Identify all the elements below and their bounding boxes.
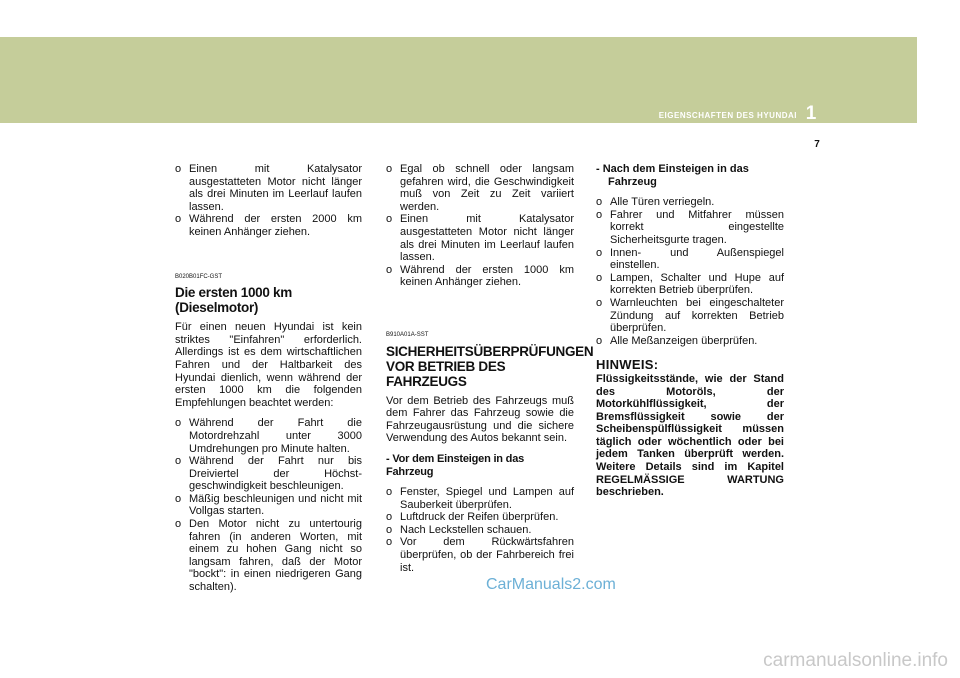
list-item: o Vor dem Rückwärtsfahren überprüfen, ob der Fahrbereich frei ist.: [386, 536, 574, 574]
list-item: o Lampen, Schalter und Hupe auf korrekten Betrieb überprüfen.: [596, 272, 784, 297]
list-item: o Einen mit Katalysator ausgestatteten Motor nicht länger als drei Minuten im Leerlauf laufen lassen.: [175, 163, 362, 213]
list-item: o Nach Leckstellen schauen.: [386, 524, 574, 537]
bullet-list: [175, 417, 362, 593]
list-item: o Alle Türen verriegeln.: [596, 196, 784, 209]
column-2: [386, 163, 594, 574]
subheading: - Vor dem Einsteigen in das Fahrzeug: [386, 452, 525, 478]
bullet-list: [386, 486, 574, 574]
subheading: - Nach dem Einsteigen in das Fahrzeug: [596, 163, 749, 188]
list-item: o Während der ersten 2000 km keinen Anhänger ziehen.: [175, 213, 362, 238]
section-number: 1: [805, 103, 817, 124]
column-1: [175, 163, 362, 594]
section-heading: SICHERHEITSÜBERPRÜFUNGEN VOR BETRIEB DES FAHRZEUGS: [386, 343, 594, 389]
bullet-list: [596, 196, 784, 347]
column-3: [596, 163, 784, 499]
section-heading: Die ersten 1000 km (Dieselmotor): [175, 285, 292, 316]
list-item: o Während der Fahrt die Motordrehzahl unter 3000 Umdrehungen pro Minute halten.: [175, 417, 362, 455]
section-code: B910A01A-SST: [386, 331, 429, 338]
list-item: o Mäßig beschleunigen und nicht mit Vollgas starten.: [175, 493, 362, 518]
page-number-tab: [787, 136, 847, 153]
watermark-link[interactable]: CarManuals2.com: [486, 576, 616, 593]
list-item: o Fenster, Spiegel und Lampen auf Sauberkeit überprüfen.: [386, 486, 574, 511]
list-item: o Innen- und Außenspiegel einstellen.: [596, 247, 784, 272]
list-item: o Den Motor nicht zu untertourig fahren (in anderen Worten, mit einem zu hohen Gang nicht so langsam fahren, daß der Motor "bockt": in einen niedrigeren Gang schalten).: [175, 518, 362, 594]
footer-watermark: carmanualsonline.info: [763, 650, 948, 671]
page-number: 7: [814, 139, 820, 150]
note-title: HINWEIS:: [596, 357, 659, 373]
list-item: o Einen mit Katalysator ausgestatteten Motor nicht länger als drei Minuten im Leerlauf laufen lassen.: [386, 213, 574, 263]
list-item: o Egal ob schnell oder langsam gefahren wird, die Geschwindigkeit muß von Zeit zu Zeit variiert werden.: [386, 163, 574, 213]
bullet-list-top: [386, 163, 574, 289]
section-title: EIGENSCHAFTEN DES HYUNDAI: [658, 111, 797, 120]
intro-paragraph: Vor dem Betrieb des Fahrzeugs muß dem Fahrer das Fahrzeug sowie die Fahrzeugausrüstung und die sichere Verwendung des Autos bekannt sein.: [386, 394, 574, 445]
section-code: B020B01FC-GST: [175, 273, 223, 280]
list-item: o Während der ersten 1000 km keinen Anhänger ziehen.: [386, 264, 574, 289]
list-item: o Alle Meßanzeigen überprüfen.: [596, 335, 784, 348]
list-item: o Fahrer und Mitfahrer müssen korrekt eingestellte Sicherheitsgurte tragen.: [596, 209, 784, 247]
bullet-list-top: [175, 163, 362, 239]
list-item: o Während der Fahrt nur bis Dreiviertel der Höchst-geschwindigkeit beschleunigen.: [175, 455, 362, 493]
list-item: o Luftdruck der Reifen überprüfen.: [386, 511, 574, 524]
intro-paragraph: Für einen neuen Hyundai ist kein striktes "Einfahren" erforderlich. Allerdings ist es dem wirtschaftlichen Fahren und der Haltbarkeit des Hyundai dienlich, wenn während der ersten 1000 km die folgenden Empfehlungen beachtet werden:: [175, 321, 362, 409]
note-text: Flüssigkeitsstände, wie der Stand des Motoröls, der Motorkühlflüssigkeit, der Bremsflüssigkeit sowie der Scheibenspülflüssigkeit müssen täglich oder wöchentlich oder bei jedem Tanken überprüft werden. Weitere Details sind im Kapitel REGELMÄSSIGE WARTUNG beschrieben.: [596, 372, 784, 499]
list-item: o Warnleuchten bei eingeschalteter Zündung auf korrekten Betrieb überprüfen.: [596, 297, 784, 335]
